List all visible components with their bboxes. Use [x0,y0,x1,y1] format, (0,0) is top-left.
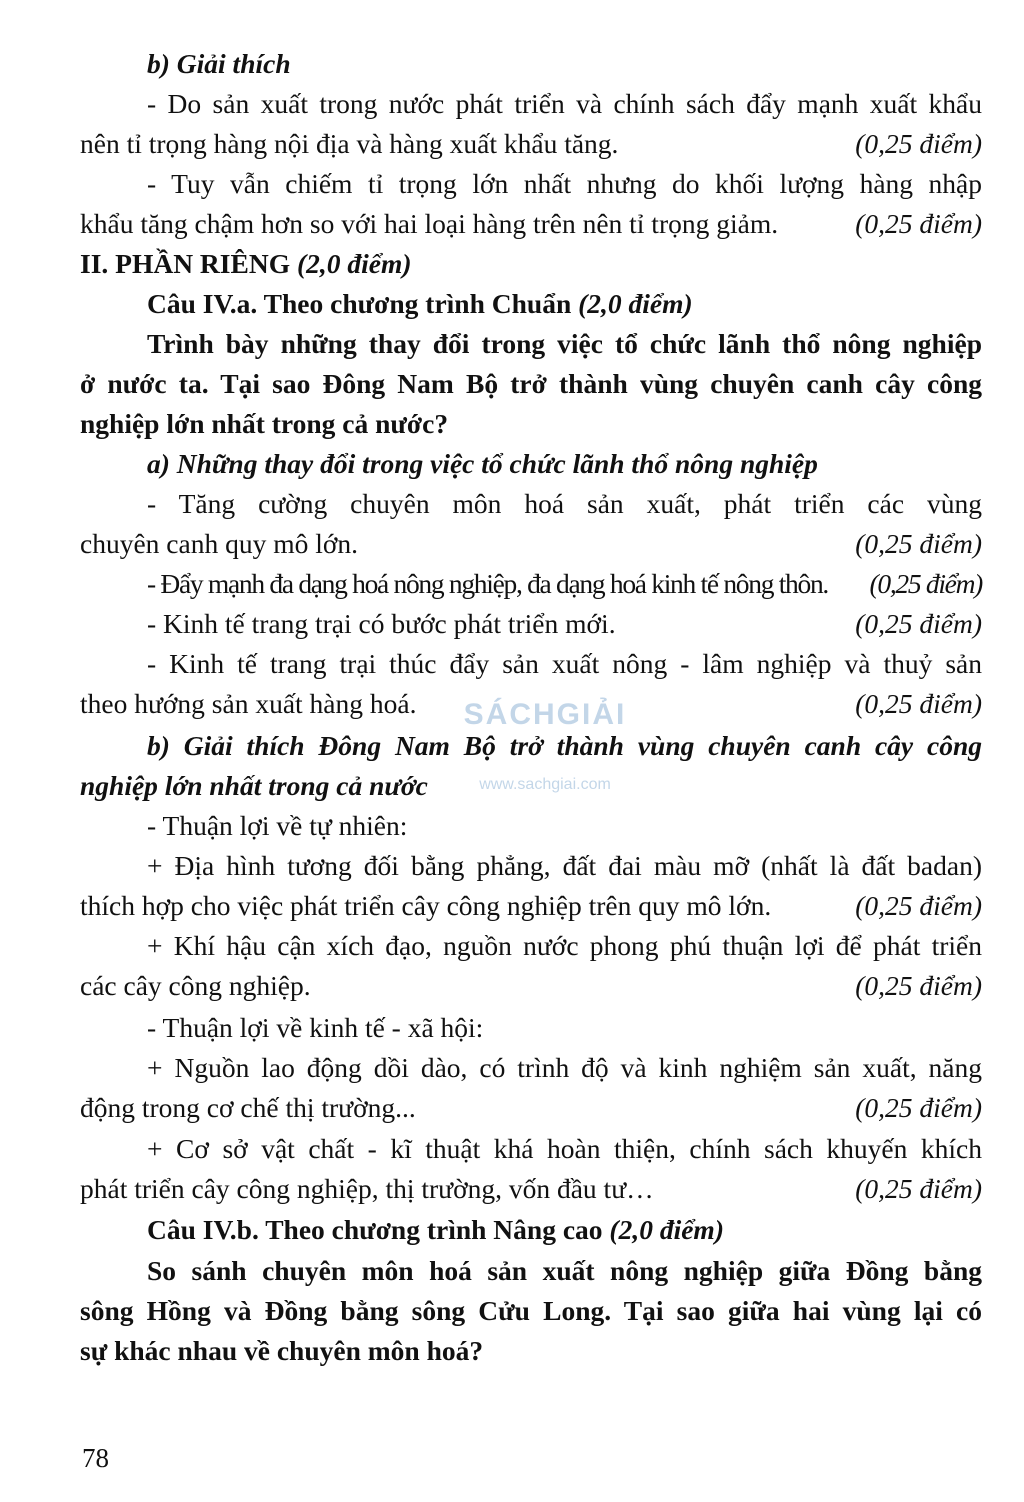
question-prompt-line: sự khác nhau về chuyên môn hoá? [80,1335,484,1366]
paragraph-line-scored [80,684,982,724]
question-prompt-line: nghiệp lớn nhất trong cả nước? [80,408,449,439]
paragraph-line-scored [80,1088,982,1128]
question-title: Câu IV.b. Theo chương trình Nâng cao [147,1214,603,1245]
heading-b-giai-thich: b) Giải thích [147,48,291,79]
score-label: (0,25 điểm) [855,688,982,719]
paragraph-text: phát triển cây công nghiệp, thị trường, vốn đầu tư… [80,1173,654,1204]
score-label: (0,25 điểm) [855,890,982,921]
question-heading [147,1210,982,1250]
paragraph-text: theo hướng sản xuất hàng hoá. [80,688,417,719]
paragraph-line-scored [80,1169,982,1209]
question-title: Câu IV.a. Theo chương trình Chuẩn [147,288,572,319]
score-label: (0,25 điểm) [855,528,982,559]
paragraph-line-scored [80,966,982,1006]
paragraph-line: - Thuận lợi về tự nhiên: [147,810,408,841]
question-heading [147,284,982,324]
paragraph-line-scored [80,524,982,564]
paragraph-text: - Kinh tế trang trại có bước phát triển mới. [147,608,616,639]
paragraph-text: nên tỉ trọng hàng nội địa và hàng xuất khẩu tăng. [80,128,619,159]
question-score: (2,0 điểm) [578,288,693,319]
paragraph-line: - Kinh tế trang trại thúc đẩy sản xuất nông - lâm nghiệp và thuỷ sản [147,648,982,679]
paragraph-text: các cây công nghiệp. [80,970,311,1001]
subheading-b-line: b) Giải thích Đông Nam Bộ trở thành vùng chuyên canh cây công [147,730,982,761]
paragraph-text: khẩu tăng chậm hơn so với hai loại hàng trên nên tỉ trọng giảm. [80,208,779,239]
subheading-a: a) Những thay đổi trong việc tổ chức lãnh thổ nông nghiệp [147,448,818,479]
paragraph-text: thích hợp cho việc phát triển cây công nghiệp trên quy mô lớn. [80,890,772,921]
paragraph-line-scored [80,124,982,164]
page-number: 78 [82,1443,109,1473]
question-prompt-line: So sánh chuyên môn hoá sản xuất nông nghiệp giữa Đồng bằng [147,1255,982,1286]
paragraph-line: + Cơ sở vật chất - kĩ thuật khá hoàn thiện, chính sách khuyến khích [147,1133,982,1164]
paragraph-line: - Do sản xuất trong nước phát triển và chính sách đẩy mạnh xuất khẩu [147,88,982,119]
question-score: (2,0 điểm) [609,1214,724,1245]
paragraph-line: + Địa hình tương đối bằng phẳng, đất đai màu mỡ (nhất là đất badan) [147,850,982,881]
paragraph-line: + Nguồn lao động dồi dào, có trình độ và kinh nghiệm sản xuất, năng [147,1052,982,1083]
paragraph-line-scored [147,564,982,604]
section-heading [80,244,982,284]
watermark-url: www.sachgiai.com [479,776,611,793]
score-label: (0,25 điểm) [869,568,982,599]
score-label: (0,25 điểm) [855,1092,982,1123]
question-prompt-line: ở nước ta. Tại sao Đông Nam Bộ trở thành vùng chuyên canh cây công [80,368,982,399]
section-score: (2,0 điểm) [296,248,412,279]
section-title: II. PHẦN RIÊNG [80,248,291,279]
score-label: (0,25 điểm) [855,128,982,159]
paragraph-line-scored [80,204,982,244]
score-label: (0,25 điểm) [855,1173,982,1204]
paragraph-line: - Tuy vẫn chiếm tỉ trọng lớn nhất nhưng do khối lượng hàng nhập [147,168,982,199]
paragraph-line: + Khí hậu cận xích đạo, nguồn nước phong phú thuận lợi để phát triển [147,930,982,961]
question-prompt-line: sông Hồng và Đồng bằng sông Cửu Long. Tại sao giữa hai vùng lại có [80,1295,982,1326]
paragraph-line: - Thuận lợi về kinh tế - xã hội: [147,1012,484,1043]
paragraph-line-scored [80,886,982,926]
watermark-logo: SÁCHGIẢI [463,698,627,731]
question-prompt-line: Trình bày những thay đổi trong việc tổ chức lãnh thổ nông nghiệp [147,328,982,359]
paragraph-text: động trong cơ chế thị trường... [80,1092,416,1123]
score-label: (0,25 điểm) [855,970,982,1001]
paragraph-line: - Tăng cường chuyên môn hoá sản xuất, phát triển các vùng [147,488,982,519]
paragraph-text: chuyên canh quy mô lớn. [80,528,359,559]
score-label: (0,25 điểm) [855,608,982,639]
subheading-b-line: nghiệp lớn nhất trong cả nước [80,770,428,801]
score-label: (0,25 điểm) [855,208,982,239]
paragraph-text: - Đẩy mạnh đa dạng hoá nông nghiệp, đa dạng hoá kinh tế nông thôn. [147,568,828,599]
paragraph-line-scored [147,604,982,644]
